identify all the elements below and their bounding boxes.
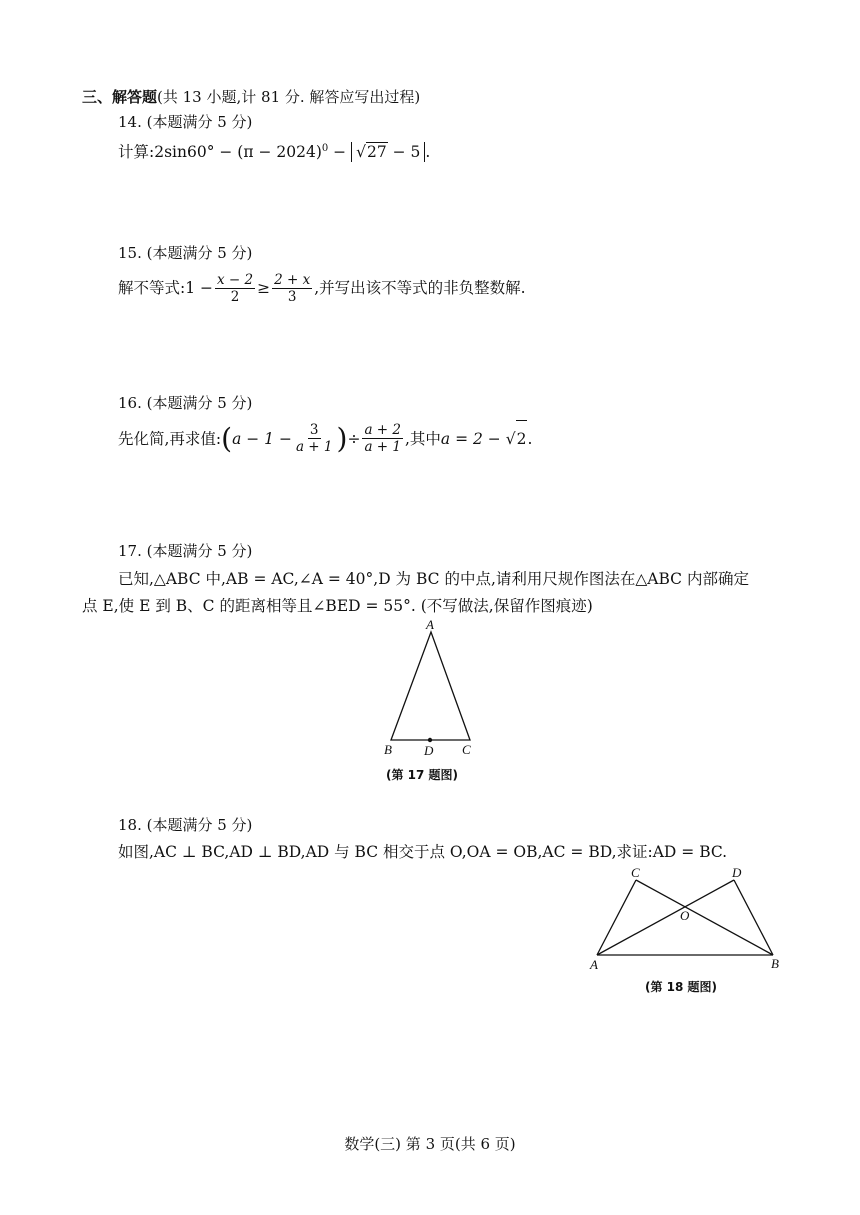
q16-inner: a − 1 − xyxy=(232,429,292,448)
q14-abs-rest: − 5 xyxy=(387,143,421,162)
q17-line-2: 点 E,使 E 到 B、C 的距离相等且∠BED = 55°. (不写做法,保留作图痕迹) xyxy=(82,597,593,615)
q16-open-paren: ( xyxy=(221,421,233,455)
q18-line-1: 如图,AC ⊥ BC,AD ⊥ BD,AD 与 BC 相交于点 O,OA = OB,AC = BD,求证:AD = BC. xyxy=(118,843,728,861)
page-footer: 数学(三) 第 3 页(共 6 页) xyxy=(344,1135,516,1153)
q14-sqrt-body: 27 xyxy=(366,143,387,162)
q17-label-c: C xyxy=(462,742,471,757)
q17-figure-caption: (第 17 题图) xyxy=(386,768,459,782)
q15-heading: 15. (本题满分 5 分) xyxy=(118,244,253,262)
q16-heading: 16. (本题满分 5 分) xyxy=(118,394,253,412)
q18-heading: 18. (本题满分 5 分) xyxy=(118,816,253,834)
q16-sqrt-body: 2 xyxy=(516,420,528,457)
q17-triangle-abc xyxy=(391,632,470,740)
q15-suffix: ,并写出该不等式的非负整数解. xyxy=(314,279,526,297)
q18-segment-ad xyxy=(597,880,734,955)
q16-prefix: 先化简,再求值: xyxy=(118,429,222,448)
q16-end: . xyxy=(527,429,533,448)
q16-div-sign: ÷ xyxy=(347,429,361,448)
q16-suffix-b: a = 2 − √ xyxy=(440,429,516,448)
q18-segment-cb xyxy=(636,880,773,955)
q15-fraction-2: $\frac{2 + x}{3}$ xyxy=(274,271,311,305)
q18-label-o: O xyxy=(680,908,690,923)
q15-fraction-1: $\frac{x - 2}{2}$ xyxy=(217,271,254,305)
q17-label-b: B xyxy=(384,742,392,757)
q14-text xyxy=(118,139,430,162)
q16-fraction-2: $\frac{a + 2}{a + 1}$ xyxy=(364,422,401,455)
q18-label-d: D xyxy=(732,865,742,880)
q16-text xyxy=(118,420,532,457)
q18-figure xyxy=(585,862,785,974)
q15-prefix: 解不等式:1 − xyxy=(118,279,213,297)
q15-ge-sign: ≥ xyxy=(257,279,271,297)
q17-label-d: D xyxy=(424,743,434,758)
q14-abs-value xyxy=(351,142,425,162)
q18-label-b: B xyxy=(771,956,779,971)
q17-heading: 17. (本题满分 5 分) xyxy=(118,542,253,560)
q14-sqrt-sign: √ xyxy=(356,143,366,162)
section-heading xyxy=(82,87,420,107)
q18-figure-caption: (第 18 题图) xyxy=(645,980,718,994)
q16-fraction-1: $\frac{3}{a + 1}$ xyxy=(295,422,333,455)
q14-heading: 14. (本题满分 5 分) xyxy=(118,113,253,131)
q17-label-a: A xyxy=(426,617,434,632)
section-label: 三、解答题 xyxy=(82,88,158,106)
q14-prefix: 计算: xyxy=(118,143,155,162)
q14-expr-a: 2sin60° − (π − 2024) xyxy=(154,143,322,162)
q14-expr-b: − xyxy=(328,143,352,162)
q17-line-1: 已知,△ABC 中,AB = AC,∠A = 40°,D 为 BC 的中点,请利用尺规作图法在△ABC 内部确定 xyxy=(118,570,749,588)
q17-triangle-figure xyxy=(375,615,485,760)
section-note: (共 13 小题,计 81 分. 解答应写出过程) xyxy=(157,88,421,106)
q16-close-paren: ) xyxy=(336,421,348,455)
q17-midpoint-d xyxy=(428,738,432,742)
q15-text xyxy=(118,270,526,306)
q16-suffix-a: ,其中 xyxy=(404,429,441,448)
q18-label-a: A xyxy=(590,957,598,972)
q14-end: . xyxy=(425,143,431,162)
q14-exponent: 0 xyxy=(321,143,329,154)
q18-label-c: C xyxy=(631,865,640,880)
